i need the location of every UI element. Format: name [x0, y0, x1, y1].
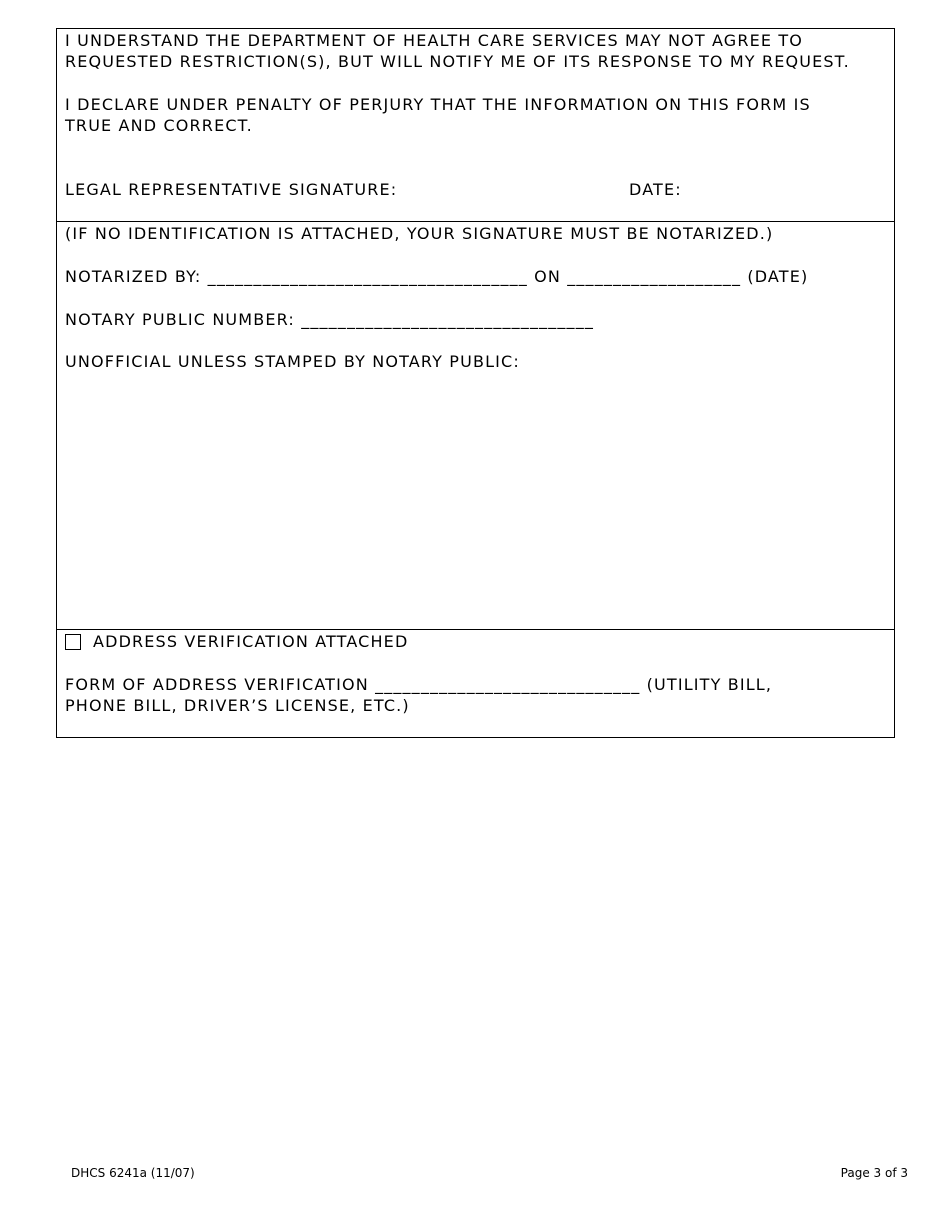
notary-stamp-label: UNOFFICIAL UNLESS STAMPED BY NOTARY PUBLIC: — [65, 352, 520, 371]
form-box — [56, 28, 895, 738]
perjury-statement-line-1: I DECLARE UNDER PENALTY OF PERJURY THAT THE INFORMATION ON THIS FORM IS — [65, 95, 811, 114]
address-verification-form-field[interactable]: FORM OF ADDRESS VERIFICATION _____________________________ (UTILITY BILL, — [65, 675, 773, 694]
address-verification-examples: PHONE BILL, DRIVER’S LICENSE, ETC.) — [65, 696, 410, 715]
date-label[interactable]: DATE: — [629, 180, 682, 199]
perjury-statement-line-2: TRUE AND CORRECT. — [65, 116, 253, 135]
notarized-by-field[interactable]: NOTARIZED BY: ___________________________________ ON ___________________ (DATE) — [65, 267, 809, 286]
form-id: DHCS 6241a (11/07) — [71, 1166, 195, 1180]
address-verification-checkbox[interactable] — [65, 634, 81, 650]
page-number: Page 3 of 3 — [840, 1166, 908, 1180]
declaration-section — [57, 29, 894, 222]
notary-note: (IF NO IDENTIFICATION IS ATTACHED, YOUR SIGNATURE MUST BE NOTARIZED.) — [65, 224, 774, 243]
address-verification-checkbox-row — [65, 631, 408, 652]
understand-statement-line-1: I UNDERSTAND THE DEPARTMENT OF HEALTH CARE SERVICES MAY NOT AGREE TO — [65, 31, 804, 50]
notary-public-number-field[interactable]: NOTARY PUBLIC NUMBER: ________________________________ — [65, 310, 594, 329]
signature-label[interactable]: LEGAL REPRESENTATIVE SIGNATURE: — [65, 180, 398, 199]
address-verification-checkbox-label: ADDRESS VERIFICATION ATTACHED — [93, 632, 409, 651]
notary-section — [57, 222, 894, 630]
address-verification-section — [57, 630, 894, 737]
understand-statement-line-2: REQUESTED RESTRICTION(S), BUT WILL NOTIFY ME OF ITS RESPONSE TO MY REQUEST. — [65, 52, 850, 71]
